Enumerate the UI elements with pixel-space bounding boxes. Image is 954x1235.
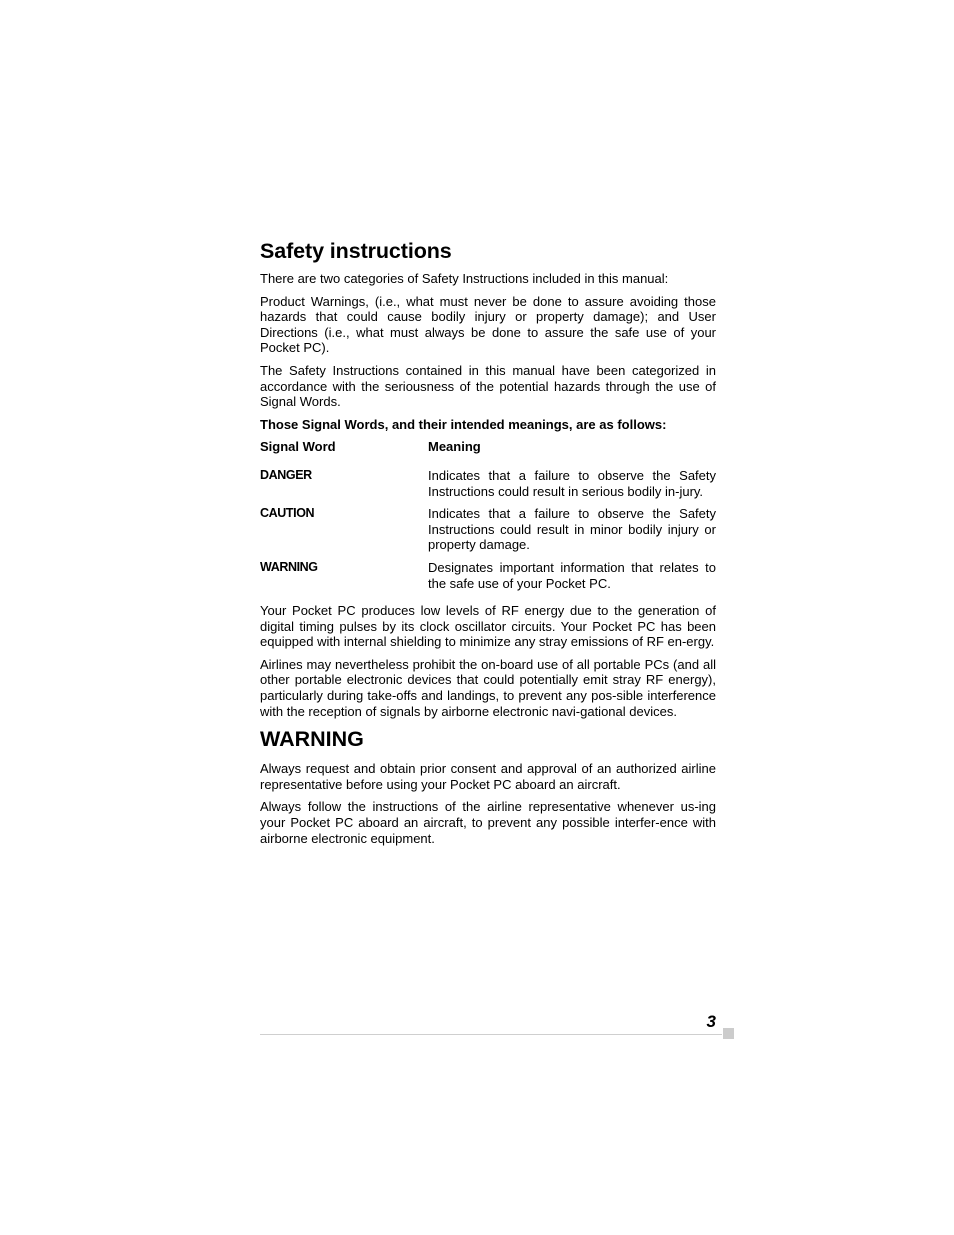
- page-tab-marker: [723, 1028, 734, 1039]
- meaning-warning: Designates important information that relates to the safe use of your Pocket PC.: [428, 559, 716, 591]
- page-content: [260, 238, 716, 853]
- signal-word-caution: CAUTION: [260, 506, 315, 521]
- table-row: [260, 560, 716, 598]
- table-row: [260, 468, 716, 506]
- warning-heading: WARNING: [260, 727, 364, 752]
- product-warnings-paragraph: Product Warnings, (i.e., what must never be done to assure avoiding those hazards that could cause bodily injury or property damage); and User Directions (i.e., what must always be done to assure the safe use of your Pocket PC).: [260, 293, 716, 356]
- intro-paragraph: There are two categories of Safety Instructions included in this manual:: [260, 271, 669, 286]
- signal-word-warning: WARNING: [260, 559, 318, 574]
- warning-paragraph-consent: Always request and obtain prior consent and approval of an authorized airline representative before using your Pocket PC aboard an aircraft.: [260, 761, 716, 792]
- meaning-caution: Indicates that a failure to observe the Safety Instructions could result in minor bodily injury or property damage.: [428, 506, 716, 553]
- signal-words-intro: Those Signal Words, and their intended meanings, are as follows:: [260, 416, 667, 432]
- section-heading: Safety instructions: [260, 239, 452, 263]
- table-header-row: [260, 439, 716, 468]
- header-signal-word: Signal Word: [260, 439, 336, 455]
- footer-rule: [260, 1034, 722, 1035]
- header-meaning: Meaning: [428, 439, 481, 455]
- rf-energy-paragraph: Your Pocket PC produces low levels of RF energy due to the generation of digital timing pulses by its clock oscillator circuits. Your Pocket PC has been equipped with internal shielding to minimize any stray emissions of RF en-ergy.: [260, 603, 716, 650]
- table-row: [260, 506, 716, 560]
- meaning-danger: Indicates that a failure to observe the Safety Instructions could result in serious bodily in-jury.: [428, 467, 716, 499]
- signal-word-danger: DANGER: [260, 467, 312, 482]
- airlines-paragraph: Airlines may nevertheless prohibit the on-board use of all portable PCs (and all other portable electronic devices that could potentially emit stray RF energy), particularly during take-offs and landings, to prevent any pos-sible interference with the reception of signals by airborne electronic navi-gational devices.: [260, 656, 716, 719]
- categorized-paragraph: The Safety Instructions contained in this manual have been categorized in accordance with the seriousness of the potential hazards through the use of Signal Words.: [260, 362, 716, 410]
- warning-paragraph-follow: Always follow the instructions of the airline representative whenever us-ing your Pocket PC aboard an aircraft, to prevent any possible interfer-ence with airborne electronic equipment.: [260, 799, 716, 846]
- signal-words-table: [260, 439, 716, 598]
- page-number: 3: [706, 1012, 716, 1031]
